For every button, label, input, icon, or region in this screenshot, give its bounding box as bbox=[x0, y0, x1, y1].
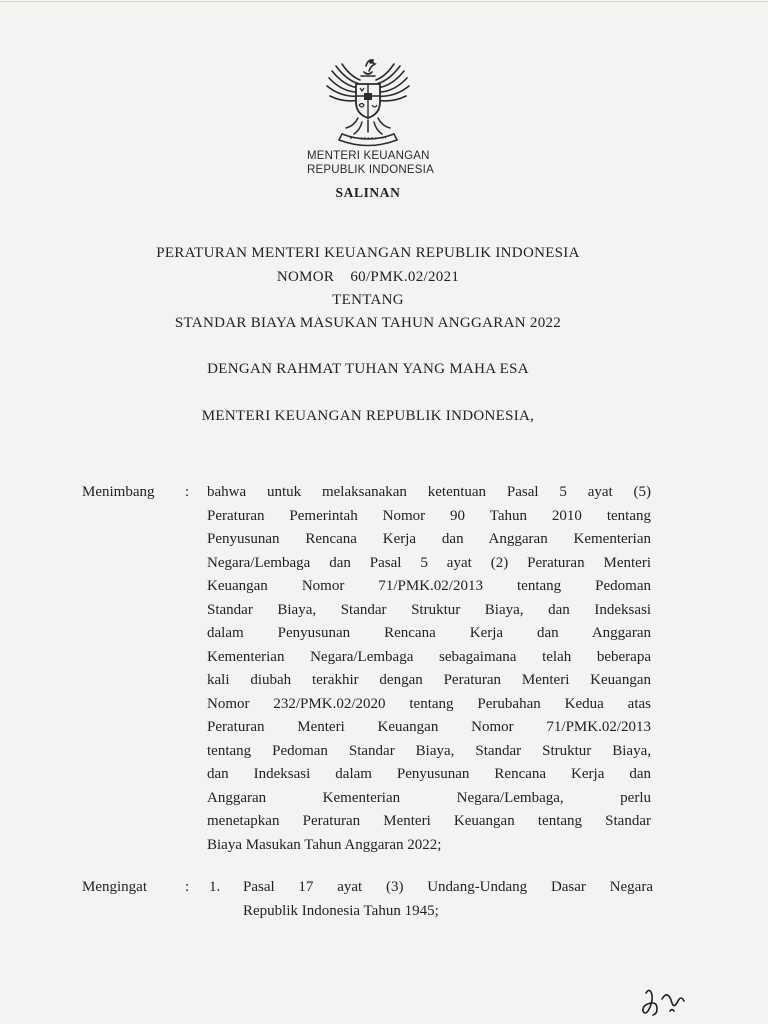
menimbang-line: dalam Penyusunan Rencana Kerja dan Anggaran bbox=[207, 625, 651, 641]
menimbang-colon: : bbox=[185, 484, 190, 500]
menimbang-line: menetapkan Peraturan Menteri Keuangan tentang Standar bbox=[207, 813, 651, 829]
menimbang-paragraph bbox=[207, 481, 651, 857]
menimbang-line: Anggaran Kementerian Negara/Lembaga, perlu bbox=[207, 789, 651, 806]
issuer-line: MENTERI KEUANGAN REPUBLIK INDONESIA, bbox=[201, 408, 535, 424]
menimbang-line: bahwa untuk melaksanakan ketentuan Pasal 5 ayat (5) bbox=[207, 484, 651, 500]
menimbang-line: Kementerian Negara/Lembaga sebagaimana telah beberapa bbox=[207, 648, 651, 665]
mengingat-item bbox=[243, 876, 653, 923]
menimbang-line: Peraturan Pemerintah Nomor 90 Tahun 2010 tentang bbox=[207, 507, 651, 524]
regulation-tentang: TENTANG bbox=[332, 292, 404, 308]
regulation-title: PERATURAN MENTERI KEUANGAN REPUBLIK INDONESIA bbox=[156, 245, 580, 261]
regulation-subject: STANDAR BIAYA MASUKAN TAHUN ANGGARAN 2022 bbox=[174, 315, 562, 331]
mengingat-line: Pasal 17 ayat (3) Undang-Undang Dasar Negara bbox=[243, 879, 653, 895]
menimbang-line: dan Indeksasi dalam Penyusunan Rencana Kerja dan bbox=[207, 766, 651, 782]
menimbang-line: Biaya Masukan Tahun Anggaran 2022; bbox=[207, 836, 442, 853]
invocation-line: DENGAN RAHMAT TUHAN YANG MAHA ESA bbox=[207, 361, 529, 377]
menimbang-line: Nomor 232/PMK.02/2020 tentang Perubahan Kedua atas bbox=[207, 695, 651, 712]
menimbang-line: Penyusunan Rencana Kerja dan Anggaran Kementerian bbox=[207, 531, 651, 547]
salinan-mark: SALINAN bbox=[335, 185, 401, 200]
ministry-name-line1: MENTERI KEUANGAN bbox=[307, 150, 430, 162]
ministry-name-line2: REPUBLIK INDONESIA bbox=[307, 164, 434, 176]
handwritten-initial-icon bbox=[640, 985, 690, 1019]
menimbang-label: Menimbang bbox=[82, 484, 155, 500]
menimbang-line: Peraturan Menteri Keuangan Nomor 71/PMK.02/2013 bbox=[207, 719, 651, 735]
menimbang-line: Negara/Lembaga dan Pasal 5 ayat (2) Peraturan Menteri bbox=[207, 554, 651, 571]
regulation-number: NOMOR 60/PMK.02/2021 bbox=[276, 269, 460, 285]
mengingat-item-number: 1. bbox=[209, 879, 221, 895]
mengingat-colon: : bbox=[185, 879, 190, 895]
menimbang-line: Keuangan Nomor 71/PMK.02/2013 tentang Pedoman bbox=[207, 578, 651, 594]
mengingat-label: Mengingat bbox=[82, 879, 147, 895]
mengingat-line: Republik Indonesia Tahun 1945; bbox=[243, 902, 439, 919]
page-edge-line bbox=[0, 1, 768, 2]
menimbang-line: Standar Biaya, Standar Struktur Biaya, dan Indeksasi bbox=[207, 601, 651, 618]
menimbang-line: kali diubah terakhir dengan Peraturan Menteri Keuangan bbox=[207, 672, 651, 688]
menimbang-line: tentang Pedoman Standar Biaya, Standar Struktur Biaya, bbox=[207, 742, 651, 759]
garuda-emblem-icon bbox=[316, 50, 420, 152]
